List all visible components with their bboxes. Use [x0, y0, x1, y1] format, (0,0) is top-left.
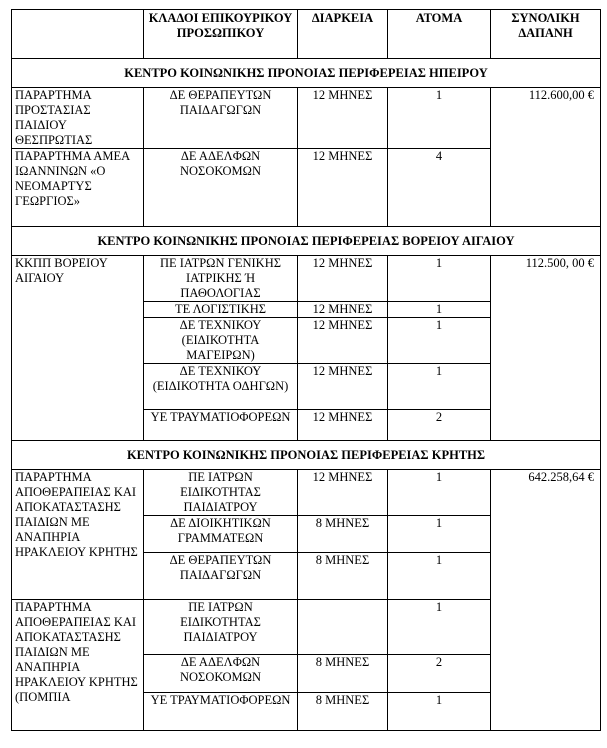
table-row: [12, 470, 601, 516]
section-title: ΚΕΝΤΡΟ ΚΟΙΝΩΝΙΚΗΣ ΠΡΟΝΟΙΑΣ ΠΕΡΙΦΕΡΕΙΑΣ ΗΠΕΙΡΟΥ: [12, 59, 601, 88]
table-row: [12, 256, 601, 302]
persons-cell: 1: [388, 364, 491, 410]
total-cost-cell: 112.600,00 €: [491, 88, 601, 227]
persons-cell: 2: [388, 410, 491, 441]
persons-cell: 4: [388, 149, 491, 227]
duration-cell: 12 ΜΗΝΕΣ: [298, 318, 388, 364]
unit-name: ΠΑΡΑΡΤΗΜΑ ΠΡΟΣΤΑΣΙΑΣ ΠΑΙΔΙΟΥ ΘΕΣΠΡΩΤΙΑΣ: [12, 88, 144, 149]
branch-cell: ΔΕ ΘΕΡΑΠΕΥΤΩΝ ΠΑΙΔΑΓΩΓΩΝ: [144, 88, 298, 149]
duration-cell: 8 ΜΗΝΕΣ: [298, 516, 388, 553]
section-title-row: [12, 441, 601, 470]
section-title: ΚΕΝΤΡΟ ΚΟΙΝΩΝΙΚΗΣ ΠΡΟΝΟΙΑΣ ΠΕΡΙΦΕΡΕΙΑΣ ΒΟΡΕΙΟΥ ΑΙΓΑΙΟΥ: [12, 227, 601, 256]
persons-cell: 1: [388, 600, 491, 655]
duration-cell: 12 ΜΗΝΕΣ: [298, 470, 388, 516]
header-duration: ΔΙΑΡΚΕΙΑ: [298, 10, 388, 59]
duration-cell: 8 ΜΗΝΕΣ: [298, 655, 388, 693]
staffing-table: [11, 9, 601, 731]
header-unit: [12, 10, 144, 59]
unit-name: ΠΑΡΑΡΤΗΜΑ ΑΜΕΑ ΙΩΑΝΝΙΝΩΝ «Ο ΝΕΟΜΑΡΤΥΣ ΓΕΩΡΓΙΟΣ»: [12, 149, 144, 227]
persons-cell: 1: [388, 553, 491, 600]
duration-cell: 12 ΜΗΝΕΣ: [298, 256, 388, 302]
branch-cell: ΤΕ ΛΟΓΙΣΤΙΚΗΣ: [144, 302, 298, 318]
branch-cell: ΠΕ ΙΑΤΡΩΝ ΕΙΔΙΚΟΤΗΤΑΣ ΠΑΙΔΙΑΤΡΟΥ: [144, 470, 298, 516]
duration-cell: [298, 600, 388, 655]
section-title-row: [12, 227, 601, 256]
persons-cell: 1: [388, 88, 491, 149]
unit-name: ΚΚΠΠ ΒΟΡΕΙΟΥ ΑΙΓΑΙΟΥ: [12, 256, 144, 441]
branch-cell: ΔΕ ΔΙΟΙΚΗΤΙΚΩΝ ΓΡΑΜΜΑΤΕΩΝ: [144, 516, 298, 553]
persons-cell: 1: [388, 516, 491, 553]
duration-cell: 12 ΜΗΝΕΣ: [298, 88, 388, 149]
branch-cell: ΔΕ ΤΕΧΝΙΚΟΥ (ΕΙΔΙΚΟΤΗΤΑ ΟΔΗΓΩΝ): [144, 364, 298, 410]
branch-cell: ΥΕ ΤΡΑΥΜΑΤΙΟΦΟΡΕΩΝ: [144, 410, 298, 441]
section-title: ΚΕΝΤΡΟ ΚΟΙΝΩΝΙΚΗΣ ΠΡΟΝΟΙΑΣ ΠΕΡΙΦΕΡΕΙΑΣ ΚΡΗΤΗΣ: [12, 441, 601, 470]
total-cost-cell: 642.258,64 €: [491, 470, 601, 731]
duration-cell: 12 ΜΗΝΕΣ: [298, 410, 388, 441]
total-cost-cell: 112.500, 00 €: [491, 256, 601, 441]
persons-cell: 1: [388, 302, 491, 318]
persons-cell: 1: [388, 693, 491, 731]
duration-cell: 8 ΜΗΝΕΣ: [298, 693, 388, 731]
duration-cell: 12 ΜΗΝΕΣ: [298, 364, 388, 410]
unit-name: ΠΑΡΑΡΤΗΜΑ ΑΠΟΘΕΡΑΠΕΙΑΣ ΚΑΙ ΑΠΟΚΑΤΑΣΤΑΣΗΣ ΠΑΙΔΙΩΝ ΜΕ ΑΝΑΠΗΡΙΑ ΗΡΑΚΛΕΙΟΥ ΚΡΗΤΗΣ: [12, 470, 144, 600]
branch-cell: ΔΕ ΤΕΧΝΙΚΟΥ (ΕΙΔΙΚΟΤΗΤΑ ΜΑΓΕΙΡΩΝ): [144, 318, 298, 364]
branch-cell: ΔΕ ΘΕΡΑΠΕΥΤΩΝ ΠΑΙΔΑΓΩΓΩΝ: [144, 553, 298, 600]
section-title-row: [12, 59, 601, 88]
header-total-cost: ΣΥΝΟΛΙΚΗ ΔΑΠΑΝΗ: [491, 10, 601, 59]
persons-cell: 2: [388, 655, 491, 693]
duration-cell: 12 ΜΗΝΕΣ: [298, 302, 388, 318]
header-persons: ΑΤΟΜΑ: [388, 10, 491, 59]
branch-cell: ΠΕ ΙΑΤΡΩΝ ΓΕΝΙΚΗΣ ΙΑΤΡΙΚΗΣ Ή ΠΑΘΟΛΟΓΙΑΣ: [144, 256, 298, 302]
table-row: [12, 88, 601, 149]
duration-cell: 12 ΜΗΝΕΣ: [298, 149, 388, 227]
branch-cell: ΔΕ ΑΔΕΛΦΩΝ ΝΟΣΟΚΟΜΩΝ: [144, 655, 298, 693]
branch-cell: ΠΕ ΙΑΤΡΩΝ ΕΙΔΙΚΟΤΗΤΑΣ ΠΑΙΔΙΑΤΡΟΥ: [144, 600, 298, 655]
persons-cell: 1: [388, 470, 491, 516]
persons-cell: 1: [388, 256, 491, 302]
branch-cell: ΥΕ ΤΡΑΥΜΑΤΙΟΦΟΡΕΩΝ: [144, 693, 298, 731]
header-branches: ΚΛΑΔΟΙ ΕΠΙΚΟΥΡΙΚΟΥ ΠΡΟΣΩΠΙΚΟΥ: [144, 10, 298, 59]
persons-cell: 1: [388, 318, 491, 364]
header-row: [12, 10, 601, 59]
duration-cell: 8 ΜΗΝΕΣ: [298, 553, 388, 600]
unit-name: ΠΑΡΑΡΤΗΜΑ ΑΠΟΘΕΡΑΠΕΙΑΣ ΚΑΙ ΑΠΟΚΑΤΑΣΤΑΣΗΣ ΠΑΙΔΙΩΝ ΜΕ ΑΝΑΠΗΡΙΑ ΗΡΑΚΛΕΙΟΥ ΚΡΗΤΗΣ (ΠΟΜΠΙΑ: [12, 600, 144, 731]
branch-cell: ΔΕ ΑΔΕΛΦΩΝ ΝΟΣΟΚΟΜΩΝ: [144, 149, 298, 227]
